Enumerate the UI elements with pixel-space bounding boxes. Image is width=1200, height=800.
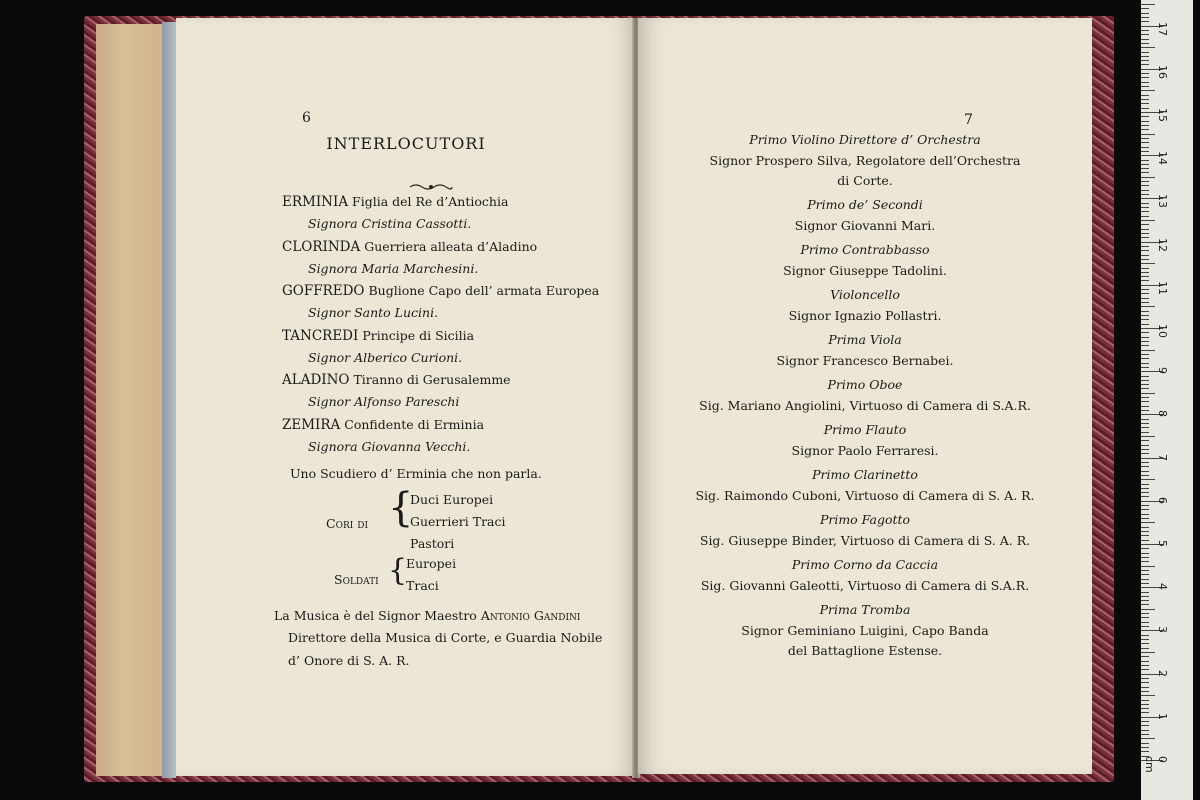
ruler-tick (1141, 432, 1149, 433)
ruler-tick (1141, 190, 1149, 191)
ruler-tick (1141, 341, 1149, 342)
ruler-tick (1141, 224, 1149, 225)
ruler-tick (1141, 298, 1149, 299)
ruler-tick (1141, 548, 1149, 549)
ruler-tick (1141, 194, 1149, 195)
ruler-label: 4 (1156, 583, 1169, 591)
ruler-tick (1141, 181, 1149, 182)
musician-line: Signor Giuseppe Tadolini. (783, 263, 947, 278)
ruler-tick (1141, 237, 1149, 238)
cori-item: Guerrieri Traci (410, 514, 506, 529)
ruler-tick (1141, 440, 1149, 441)
ruler-label: 15 (1156, 108, 1169, 122)
ruler-tick (1141, 13, 1149, 14)
ruler-label: 0 cm (1143, 756, 1169, 773)
ruler-tick (1141, 17, 1149, 18)
instrument-title: Primo Contrabbasso (800, 242, 930, 257)
ruler-tick (1141, 505, 1149, 506)
ruler-tick (1141, 669, 1149, 670)
ruler-tick (1141, 661, 1149, 662)
ruler-tick (1141, 600, 1149, 601)
character-name: ALADINO (282, 372, 350, 388)
ruler-tick (1141, 263, 1155, 264)
ruler-tick (1141, 319, 1149, 320)
musician-line: Signor Geminiano Luigini, Capo Banda (741, 623, 989, 638)
ruler-tick (1141, 34, 1149, 35)
ruler-tick (1141, 64, 1149, 65)
ruler-label: 13 (1156, 194, 1169, 209)
ruler-label: 3 (1156, 626, 1169, 634)
ruler-tick (1141, 678, 1149, 679)
ruler-tick (1141, 177, 1155, 178)
ruler-tick (1141, 203, 1149, 204)
ruler-tick (1141, 90, 1155, 91)
ruler-tick (1141, 613, 1149, 614)
ruler-tick (1141, 479, 1155, 480)
ruler-tick (1141, 164, 1149, 165)
ruler-tick (1141, 103, 1149, 104)
ruler-tick (1141, 293, 1149, 294)
ruler-label: 10 (1156, 324, 1169, 338)
ruler-tick (1141, 682, 1149, 683)
ruler-tick (1141, 289, 1149, 290)
ruler-tick (1141, 553, 1149, 554)
instrument-title: Primo Violino Direttore d’ Orchestra (749, 132, 981, 147)
ruler-tick (1141, 419, 1149, 420)
ruler-tick (1141, 687, 1149, 688)
measuring-ruler (1141, 0, 1193, 800)
ruler-tick (1141, 168, 1149, 169)
ruler-tick (1141, 423, 1149, 424)
ruler-tick (1141, 311, 1149, 312)
instrument-title: Primo Corno da Caccia (791, 557, 939, 572)
musician-line: Signor Paolo Ferraresi. (791, 443, 939, 458)
ruler-tick (1141, 566, 1155, 567)
ruler-tick (1141, 134, 1155, 135)
character-row (282, 328, 474, 344)
ruler-tick (1141, 138, 1149, 139)
ruler-tick (1141, 220, 1155, 221)
character-name: GOFFREDO (282, 283, 365, 299)
ruler-tick (1141, 592, 1149, 593)
ruler-tick (1141, 579, 1149, 580)
pastedown-paper (96, 24, 166, 776)
singer-name: Signor Santo Lucini. (308, 305, 439, 320)
ruler-tick (1141, 324, 1149, 325)
ruler-tick (1141, 73, 1149, 74)
ruler-tick (1141, 129, 1149, 130)
ruler-tick (1141, 99, 1149, 100)
ruler-tick (1141, 626, 1149, 627)
musician-line: Signor Francesco Bernabei. (776, 353, 954, 368)
musician-line: Sig. Raimondo Cuboni, Virtuoso di Camera di S. A. R. (695, 488, 1035, 503)
ruler-tick (1141, 82, 1149, 83)
ruler-tick (1141, 384, 1149, 385)
character-role: Guerriera alleata d’Aladino (360, 238, 538, 254)
ruler-tick (1141, 125, 1149, 126)
character-name: ZEMIRA (282, 416, 341, 433)
music-line-2: Direttore della Musica di Corte, e Guardia Nobile (288, 630, 603, 645)
ruler-tick (1141, 609, 1155, 610)
ruler-tick (1141, 518, 1149, 519)
cori-item: Duci Europei (410, 492, 494, 507)
page-number-left: 6 (302, 110, 311, 126)
ruler-tick (1141, 388, 1149, 389)
ruler-tick (1141, 617, 1149, 618)
ruler-tick (1141, 376, 1149, 377)
ruler-tick (1141, 345, 1149, 346)
ruler-tick (1141, 695, 1155, 696)
ruler-tick (1141, 557, 1149, 558)
ruler-tick (1141, 522, 1155, 523)
ruler-tick (1141, 142, 1149, 143)
musician-line: del Battaglione Estense. (787, 643, 943, 658)
ruler-tick (1141, 358, 1149, 359)
ruler-tick (1141, 708, 1149, 709)
ruler-label: 8 (1156, 410, 1169, 418)
character-name: CLORINDA (282, 238, 361, 255)
ruler-tick (1141, 250, 1149, 251)
ruler-tick (1141, 350, 1155, 351)
ruler-label: 17 (1156, 21, 1169, 36)
ruler-tick (1141, 665, 1149, 666)
ruler-tick (1141, 747, 1149, 748)
ruler-tick (1141, 639, 1149, 640)
ruler-tick (1141, 56, 1149, 57)
ruler-tick (1141, 121, 1149, 122)
ruler-tick (1141, 743, 1149, 744)
singer-name: Signora Cristina Cassotti. (308, 216, 472, 231)
ruler-tick (1141, 393, 1155, 394)
instrument-title: Prima Viola (828, 332, 902, 347)
ruler-tick (1141, 302, 1149, 303)
ruler-tick (1141, 471, 1149, 472)
ruler-tick (1141, 397, 1149, 398)
ruler-tick (1141, 561, 1149, 562)
musician-line: Signor Ignazio Pollastri. (788, 308, 942, 323)
ruler-label: 6 (1156, 496, 1169, 504)
ruler-tick (1141, 367, 1149, 368)
ruler-tick (1141, 30, 1149, 31)
ruler-tick (1141, 410, 1149, 411)
singer-name: Signora Giovanna Vecchi. (308, 438, 471, 454)
singer-name: Signor Alberico Curioni. (308, 349, 463, 365)
ruler-tick (1141, 574, 1149, 575)
ruler-tick (1141, 596, 1149, 597)
musician-line: di Corte. (837, 173, 893, 188)
ruler-tick (1141, 207, 1149, 208)
ruler-tick (1141, 445, 1149, 446)
ruler-tick (1141, 492, 1149, 493)
ruler-tick (1141, 95, 1149, 96)
ruler-tick (1141, 47, 1155, 48)
ruler-tick (1141, 86, 1149, 87)
ruler-tick (1141, 363, 1149, 364)
ruler-tick (1141, 60, 1149, 61)
ruler-tick (1141, 160, 1149, 161)
cori-label: Cori di (326, 516, 369, 531)
ruler-tick (1141, 453, 1149, 454)
ruler-tick (1141, 354, 1149, 355)
ruler-tick (1141, 700, 1149, 701)
ruler-tick (1141, 39, 1149, 40)
ruler-tick (1141, 332, 1149, 333)
ruler-tick (1141, 401, 1149, 402)
ruler-tick (1141, 172, 1149, 173)
ruler-label: 12 (1156, 237, 1169, 252)
right-page (638, 18, 1092, 774)
character-name: TANCREDI (282, 327, 359, 344)
instrument-title: Primo de’ Secondi (807, 197, 923, 212)
soldati-brace: { (388, 553, 408, 588)
character-row (282, 194, 508, 210)
ruler-tick (1141, 427, 1149, 428)
ruler-tick (1141, 604, 1149, 605)
ruler-label: 11 (1156, 280, 1169, 295)
ruler-tick (1141, 475, 1149, 476)
ruler-tick (1141, 635, 1149, 636)
ruler-tick (1141, 656, 1149, 657)
singer-name: Signora Maria Marchesini. (308, 260, 479, 276)
ruler-tick (1141, 691, 1149, 692)
ruler-tick (1141, 527, 1149, 528)
ruler-tick (1141, 496, 1149, 497)
ruler-tick (1141, 216, 1149, 217)
ruler-tick (1141, 52, 1149, 53)
ruler-tick (1141, 488, 1149, 489)
ruler-tick (1141, 255, 1149, 256)
squire-line: Uno Scudiero d’ Erminia che non parla. (290, 466, 542, 481)
ruler-tick (1141, 233, 1149, 234)
character-role: Figlia del Re d’Antiochia (348, 194, 509, 209)
ruler-tick (1141, 712, 1149, 713)
ruler-tick (1141, 704, 1149, 705)
ruler-label: 14 (1156, 151, 1169, 166)
ruler-tick (1141, 570, 1149, 571)
instrument-title: Primo Fagotto (819, 512, 911, 527)
instrument-title: Primo Clarinetto (812, 467, 918, 482)
ruler-tick (1141, 268, 1149, 269)
ruler-label: 5 (1156, 540, 1169, 547)
music-prefix: La Musica è del Signor Maestro (274, 608, 477, 623)
ruler-tick (1141, 725, 1149, 726)
ruler-tick (1141, 315, 1149, 316)
character-row (282, 372, 511, 388)
ruler-tick (1141, 751, 1149, 752)
left-page (176, 18, 636, 776)
ruler-tick (1141, 151, 1149, 152)
character-name: ERMINIA (282, 194, 349, 210)
ruler-tick (1141, 531, 1149, 532)
ornament-divider (408, 183, 454, 191)
ruler-tick (1141, 276, 1149, 277)
ruler-tick (1141, 449, 1149, 450)
ruler-tick (1141, 622, 1149, 623)
ruler-tick (1141, 721, 1149, 722)
ruler-tick (1141, 77, 1149, 78)
instrument-title: Prima Tromba (819, 602, 911, 617)
flyleaf-edge (162, 22, 176, 778)
character-row (282, 283, 599, 299)
ruler-tick (1141, 462, 1149, 463)
ruler-tick (1141, 509, 1149, 510)
ruler-tick (1141, 21, 1149, 22)
page-number-right: 7 (964, 112, 973, 128)
ruler-tick (1141, 484, 1149, 485)
character-role: Tiranno di Gerusalemme (349, 372, 511, 387)
composer-name: Antonio Gandini (480, 608, 581, 623)
ruler-tick (1141, 648, 1149, 649)
ruler-tick (1141, 43, 1149, 44)
ruler-tick (1141, 211, 1149, 212)
ruler-tick (1141, 734, 1149, 735)
character-role: Confidente di Erminia (340, 416, 485, 432)
ruler-tick (1141, 643, 1149, 644)
cori-brace: { (388, 485, 414, 531)
ruler-tick (1141, 280, 1149, 281)
ruler-tick (1141, 652, 1155, 653)
ruler-tick (1141, 272, 1149, 273)
ruler-tick (1141, 337, 1149, 338)
ruler-tick (1141, 583, 1149, 584)
music-line-3: d’ Onore di S. A. R. (288, 653, 410, 668)
character-row (282, 417, 484, 433)
ruler-label: 7 (1156, 453, 1169, 461)
ruler-tick (1141, 730, 1149, 731)
ruler-label: 9 (1156, 367, 1169, 375)
ruler-tick (1141, 535, 1149, 536)
ruler-tick (1141, 108, 1149, 109)
ruler-tick (1141, 306, 1155, 307)
musician-line: Sig. Mariano Angiolini, Virtuoso di Camera di S.A.R. (699, 398, 1031, 413)
ruler-label: 2 (1156, 669, 1169, 677)
character-role: Principe di Sicilia (358, 327, 475, 343)
ruler-tick (1141, 466, 1149, 467)
ruler-label: 16 (1156, 64, 1169, 79)
singer-name: Signor Alfonso Pareschi (308, 394, 460, 409)
ruler-tick (1141, 116, 1149, 117)
character-role: Buglione Capo dell’ armata Europea (364, 283, 600, 298)
ruler-tick (1141, 259, 1149, 260)
ruler-label: 1 (1156, 712, 1169, 720)
ruler-tick (1141, 8, 1149, 9)
ruler-tick (1141, 380, 1149, 381)
soldati-item: Europei (406, 556, 457, 571)
ruler-tick (1141, 406, 1149, 407)
musician-line: Sig. Giovanni Galeotti, Virtuoso di Camera di S.A.R. (700, 578, 1030, 593)
musician-line: Signor Prospero Silva, Regolatore dell’Orchestra (709, 153, 1021, 168)
ruler-tick (1141, 514, 1149, 515)
ruler-tick (1141, 185, 1149, 186)
ruler-tick (1141, 229, 1149, 230)
character-row (282, 239, 537, 255)
soldati-item: Traci (406, 578, 439, 593)
music-line-1 (274, 608, 580, 623)
ruler-tick (1141, 738, 1155, 739)
soldati-label: Soldati (334, 572, 379, 587)
instrument-title: Primo Oboe (827, 377, 903, 392)
cori-item: Pastori (410, 536, 455, 551)
ruler-tick (1141, 147, 1149, 148)
ruler-tick (1141, 4, 1155, 5)
page-heading: INTERLOCUTORI (326, 134, 486, 153)
musician-line: Signor Giovanni Mari. (794, 218, 936, 233)
ruler-tick (1141, 540, 1149, 541)
instrument-title: Primo Flauto (823, 422, 907, 437)
musician-line: Sig. Giuseppe Binder, Virtuoso di Camera di S. A. R. (699, 533, 1031, 548)
instrument-title: Violoncello (830, 287, 900, 302)
ruler-tick (1141, 436, 1155, 437)
ruler-tick (1141, 246, 1149, 247)
